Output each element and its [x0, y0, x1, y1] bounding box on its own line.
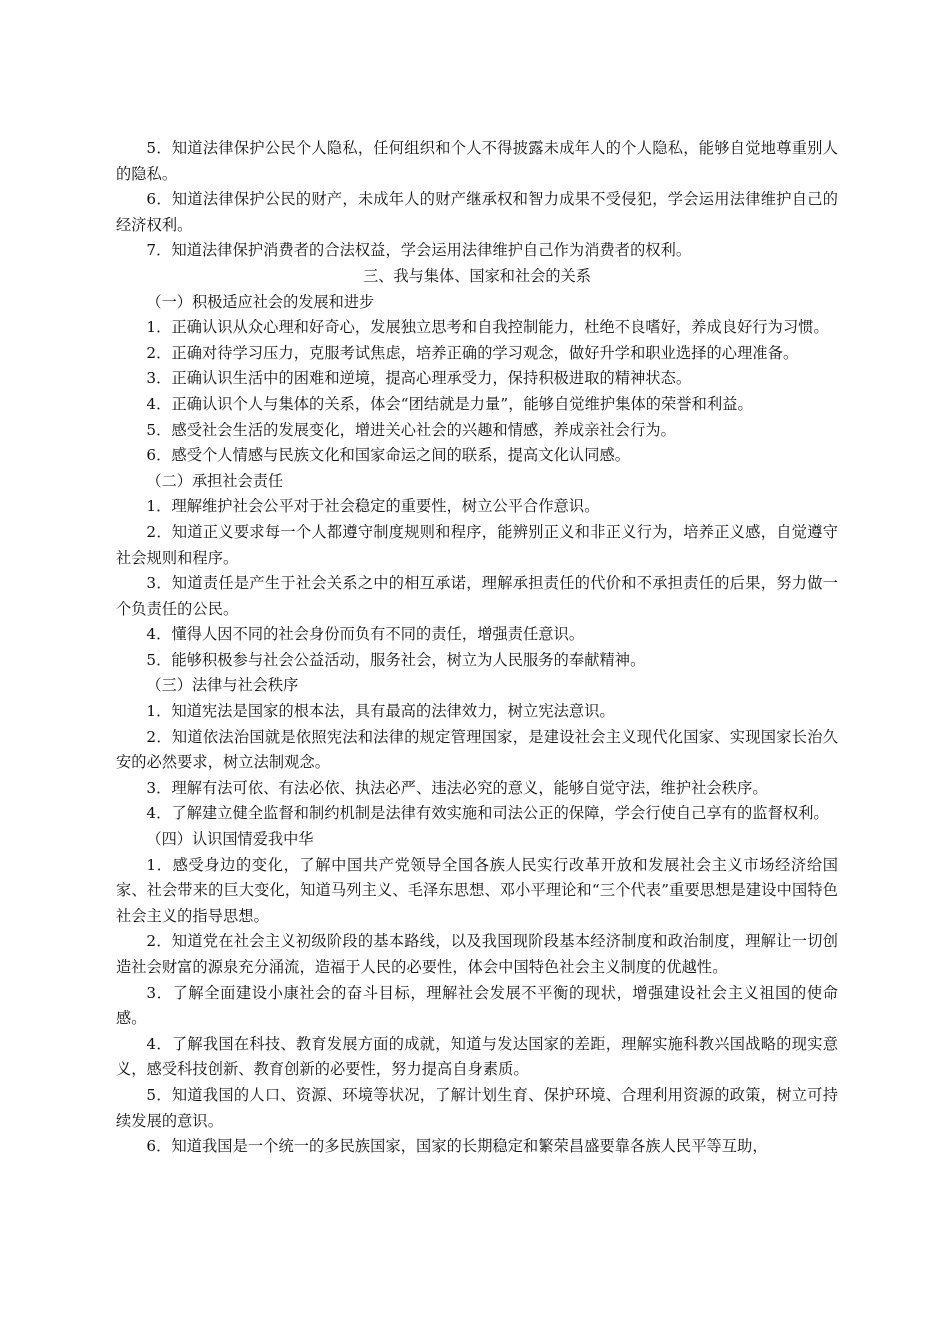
paragraph: 3．理解有法可依、有法必依、执法必严、违法必究的意义，能够自觉守法，维护社会秩序。	[146, 778, 768, 797]
paragraph: 1．理解维护社会公平对于社会稳定的重要性，树立公平合作意识。	[146, 497, 600, 516]
section-heading: 三、我与集体、国家和社会的关系	[363, 266, 591, 285]
paragraph: 4．正确认识个人与集体的关系，体会“团结就是力量”，能够自觉维护集体的荣誉和利益。	[146, 394, 753, 413]
paragraph: 4．懂得人因不同的社会身份而负有不同的责任，增强责任意识。	[146, 625, 585, 644]
paragraph: 5．知道我国的人口、资源、环境等状况，了解计划生育、保护环境、合理利用资源的政策，树立可持续发展的意识。	[116, 1085, 838, 1130]
paragraph: 5．能够积极参与社会公益活动，服务社会，树立为人民服务的奉献精神。	[146, 650, 646, 669]
paragraph: 5．感受社会生活的发展变化，增进关心社会的兴趣和情感，养成亲社会行为。	[146, 420, 676, 439]
paragraph: 6．感受个人情感与民族文化和国家命运之间的联系，提高文化认同感。	[146, 446, 631, 465]
paragraph: 4．了解我国在科技、教育发展方面的成就，知道与发达国家的差距，理解实施科教兴国战略的现实意义，感受科技创新、教育创新的必要性，努力提高自身素质。	[116, 1034, 838, 1079]
subsection-heading: （三）法律与社会秩序	[146, 676, 299, 695]
document-page	[116, 136, 838, 1160]
paragraph: 1．正确认识从众心理和好奇心，发展独立思考和自我控制能力，杜绝不良嗜好，养成良好行为习惯。	[146, 318, 829, 337]
paragraph: 3．了解全面建设小康社会的奋斗目标，理解社会发展不平衡的现状，增强建设社会主义祖国的使命感。	[116, 983, 838, 1028]
paragraph: 2．知道党在社会主义初级阶段的基本路线，以及我国现阶段基本经济制度和政治制度，理解让一切创造社会财富的源泉充分涌流，造福于人民的必要性，体会中国特色社会主义制度的优越性。	[116, 932, 838, 976]
paragraph: 2．知道正义要求每一个人都遵守制度规则和程序，能辨别正义和非正义行为，培养正义感，自觉遵守社会规则和程序。	[116, 522, 838, 567]
paragraph: 2．正确对待学习压力，克服考试焦虑，培养正确的学习观念，做好升学和职业选择的心理准备。	[146, 343, 799, 362]
paragraph: 3．知道责任是产生于社会关系之中的相互承诺，理解承担责任的代价和不承担责任的后果，努力做一个负责任的公民。	[116, 574, 838, 618]
paragraph: 1．知道宪法是国家的根本法，具有最高的法律效力，树立宪法意识。	[146, 702, 615, 721]
subsection-heading: （二）承担社会责任	[146, 471, 284, 490]
paragraph: 2．知道依法治国就是依照宪法和法律的规定管理国家，是建设社会主义现代化国家、实现国家长治久安的必然要求，树立法制观念。	[116, 727, 838, 772]
paragraph: 6．知道我国是一个统一的多民族国家，国家的长期稳定和繁荣昌盛要靠各族人民平等互助，	[146, 1137, 768, 1156]
paragraph: 1．感受身边的变化，了解中国共产党领导全国各族人民实行改革开放和发展社会主义市场经济给国家、社会带来的巨大变化，知道马列主义、毛泽东思想、邓小平理论和“三个代表”重要思想是建设中国特色社会主义的指导思想。	[116, 855, 838, 925]
subsection-heading: （四）认识国情爱我中华	[146, 830, 314, 849]
paragraph: 7．知道法律保护消费者的合法权益，学会运用法律维护自己作为消费者的权利。	[146, 241, 692, 260]
paragraph: 4．了解建立健全监督和制约机制是法律有效实施和司法公正的保障，学会行使自己享有的监督权利。	[146, 804, 829, 823]
paragraph: 3．正确认识生活中的困难和逆境，提高心理承受力，保持积极进取的精神状态。	[146, 369, 692, 388]
paragraph: 5．知道法律保护公民个人隐私，任何组织和个人不得披露未成年人的个人隐私，能够自觉地尊重别人的隐私。	[116, 139, 838, 183]
paragraph: 6．知道法律保护公民的财产，未成年人的财产继承权和智力成果不受侵犯，学会运用法律维护自己的经济权利。	[116, 190, 838, 234]
subsection-heading: （一）积极适应社会的发展和进步	[146, 292, 375, 311]
